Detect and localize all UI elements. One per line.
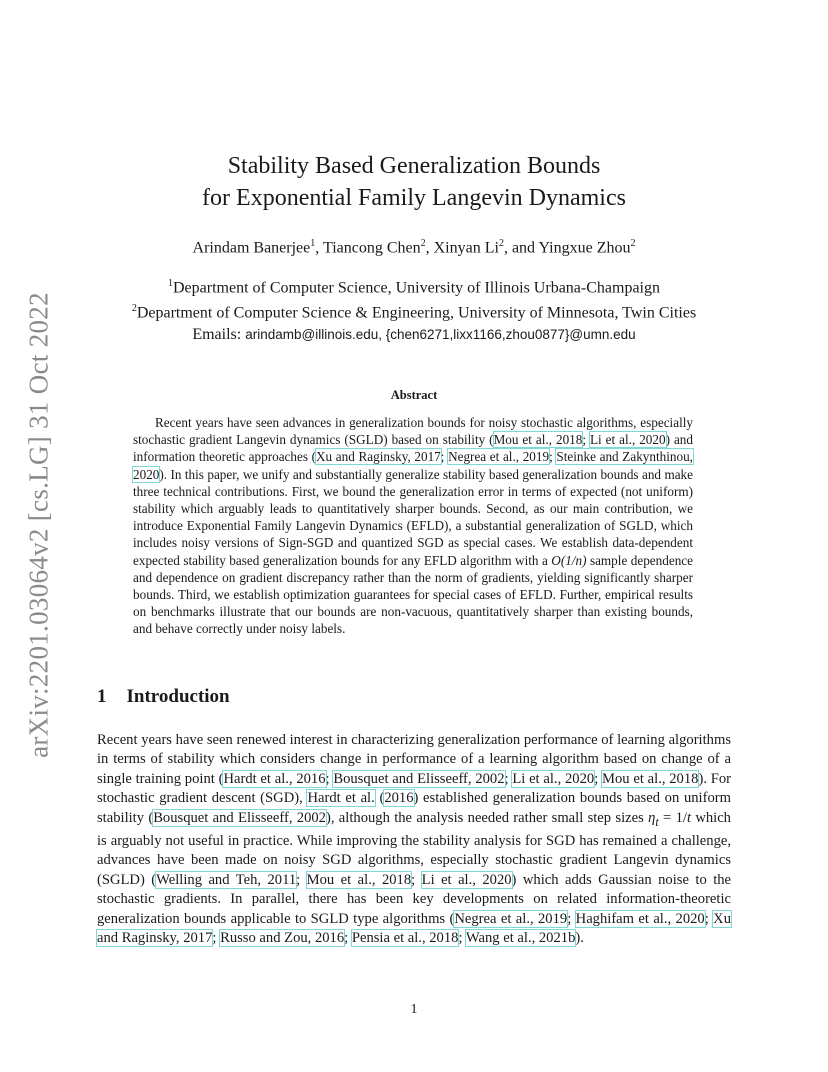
title-line-2: for Exponential Family Langevin Dynamics — [202, 185, 626, 211]
affiliation-mark: 2 — [131, 303, 137, 315]
abstract-body — [133, 414, 693, 638]
text-run: ; — [567, 910, 576, 927]
author-name: Tiancong Chen — [322, 239, 421, 257]
text-run: ) and information theoretic approaches ( — [133, 432, 693, 465]
citation-link[interactable]: Haghifam et al., 2020 — [575, 910, 705, 927]
text-run: = 1/ — [658, 809, 687, 826]
author-affiliation-mark: 2 — [498, 238, 504, 249]
emails-value: arindamb@illinois.edu, {chen6271,lixx1166,zhou0877}@umn.edu — [245, 326, 636, 342]
author-affiliation-mark: 1 — [310, 238, 316, 249]
math-expression: O(1/n) — [551, 552, 587, 568]
citation-link[interactable]: Li et al., 2020 — [589, 432, 666, 448]
abstract-paragraph — [133, 414, 693, 638]
author-name: Yingxue Zhou — [538, 239, 631, 257]
title-line-1: Stability Based Generalization Bounds — [227, 153, 601, 179]
affiliation-text: Department of Computer Science, University of Illinois Urbana-Champaign — [173, 279, 660, 297]
text-run: ; — [325, 770, 334, 787]
affiliation-mark: 1 — [168, 278, 173, 289]
text-run: Recent years have seen renewed interest in characterizing generalization performance of learning algorithms in terms of stability which considers change in performance of a learning algorithm based on change of a single training point ( — [97, 732, 731, 787]
affiliations — [0, 273, 828, 345]
citation-link[interactable]: 2016 — [384, 790, 414, 807]
arxiv-id-text: arXiv:2201.03064v2 [cs.LG] 31 Oct 2022 — [23, 292, 54, 758]
text-run: ) which adds Gaussian noise to the stochastic gradients. In parallel, there has been key developments on related information-theoretic generalization bounds applicable to SGLD type algorithms ( — [97, 871, 732, 927]
text-run: ; — [411, 871, 422, 888]
author-affiliation-mark: 2 — [420, 238, 426, 249]
text-run: ; — [594, 770, 603, 787]
abstract-heading: Abstract — [390, 388, 438, 402]
text-run: ; — [504, 770, 513, 787]
math-expression: η — [648, 809, 656, 826]
affiliation-text: Department of Computer Science & Engineering, University of Minnesota, Twin Cities — [136, 304, 697, 322]
text-run: ; — [296, 871, 307, 888]
text-run: ; — [212, 929, 221, 946]
citation-link[interactable]: Russo and Zou, 2016 — [220, 929, 345, 946]
citation-link[interactable]: Li et al., 2020 — [512, 770, 595, 787]
text-run: ). In this paper, we unify and substantially generalize stability based generalization bounds and make three technical contributions. First, we bound the generalization error in terms of expected (not uniform) stability which arguably leads to quantitatively sharper bounds. Second, as our main contribution, we introduce Exponential Family Langevin Dynamics (EFLD), a substantial generalization of SGLD, which includes noisy versions of Sign-SGD and quantized SGD as special cases. We establish data-dependent expected stability based generalization bounds for any EFLD algorithm with a — [133, 466, 693, 568]
emails-label: Emails: — [192, 325, 246, 343]
text-run: ). — [575, 929, 584, 946]
text-run: ), although the analysis needed rather small step sizes — [325, 809, 649, 826]
affiliation-list — [0, 273, 828, 324]
citation-link[interactable]: Xu and Raginsky, 2017 — [97, 910, 732, 946]
section-heading — [97, 686, 230, 708]
affiliation-line — [0, 273, 828, 298]
citation-link[interactable]: Bousquet and Elisseeff, 2002 — [153, 809, 326, 826]
author-list — [0, 238, 828, 257]
text-run: ). For stochastic gradient descent (SGD), — [97, 770, 732, 807]
text-run: ; — [549, 449, 557, 465]
author-separator: , — [315, 239, 323, 257]
text-run: ; — [582, 432, 590, 448]
paper-title — [0, 150, 828, 214]
math-expression: t — [655, 814, 659, 829]
text-run: Recent years have seen advances in generalization bounds for noisy stochastic algorithms, especially stochastic gradient Langevin dynamics (SGLD) based on stability ( — [133, 415, 693, 448]
citation-link[interactable]: Welling and Teh, 2011 — [156, 871, 297, 888]
citation-link[interactable]: Steinke and Zakynthinou, 2020 — [133, 449, 693, 482]
citation-link[interactable]: Mou et al., 2018 — [306, 871, 412, 888]
text-run: which is arguably not useful in practice. While improving the stability analysis for SGD has remained a challenge, advances have been made on noisy SGD algorithms, especially stochastic gradient Langevin dynamics (SGLD) ( — [97, 809, 731, 888]
text-run: ; — [458, 929, 466, 946]
section-title: Introduction — [126, 686, 230, 707]
citation-link[interactable]: Mou et al., 2018 — [493, 432, 583, 448]
section-number: 1 — [97, 686, 107, 707]
author-name: Xinyan Li — [433, 239, 499, 257]
citation-link[interactable]: Hardt et al. — [307, 790, 375, 807]
arxiv-side-identifier — [14, 290, 64, 760]
author-name: Arindam Banerjee — [192, 239, 311, 257]
author-affiliation-mark: 2 — [630, 238, 636, 249]
citation-link[interactable]: Hardt et al., 2016 — [223, 770, 326, 787]
text-run: ) established generalization bounds based on uniform stability ( — [97, 790, 731, 826]
text-run: ; — [344, 929, 352, 946]
affiliation-line — [0, 298, 828, 323]
author-separator: , — [425, 239, 434, 257]
citation-link[interactable]: Negrea et al., 2019 — [454, 910, 568, 927]
intro-body — [97, 731, 731, 948]
text-run: sample dependence and dependence on gradient discrepancy rather than the norm of gradients, yielding significantly sharper bounds. Third, we establish optimization guarantees for special cases of EFLD. Further, empirical results on benchmarks illustrate that our bounds are non-vacuous, quantitatively sharper than existing bounds, and behave correctly under noisy labels. — [133, 552, 693, 637]
citation-link[interactable]: Pensia et al., 2018 — [351, 929, 459, 946]
citation-link[interactable]: Li et al., 2020 — [421, 871, 512, 888]
author-separator: , and — [503, 239, 539, 257]
emails-line — [0, 324, 828, 345]
citation-link[interactable]: Wang et al., 2021b — [465, 929, 576, 946]
citation-link[interactable]: Xu and Raginsky, 2017 — [316, 449, 441, 465]
intro-paragraph — [97, 731, 731, 948]
text-run: ( — [374, 790, 385, 807]
math-expression: t — [686, 809, 691, 826]
citation-link[interactable]: Negrea et al., 2019 — [448, 449, 550, 465]
text-run: ; — [704, 910, 714, 927]
citation-link[interactable]: Bousquet and Elisseeff, 2002 — [333, 770, 505, 787]
text-run: ; — [440, 449, 449, 465]
citation-link[interactable]: Mou et al., 2018 — [602, 770, 699, 787]
page-number: 1 — [410, 1002, 418, 1017]
